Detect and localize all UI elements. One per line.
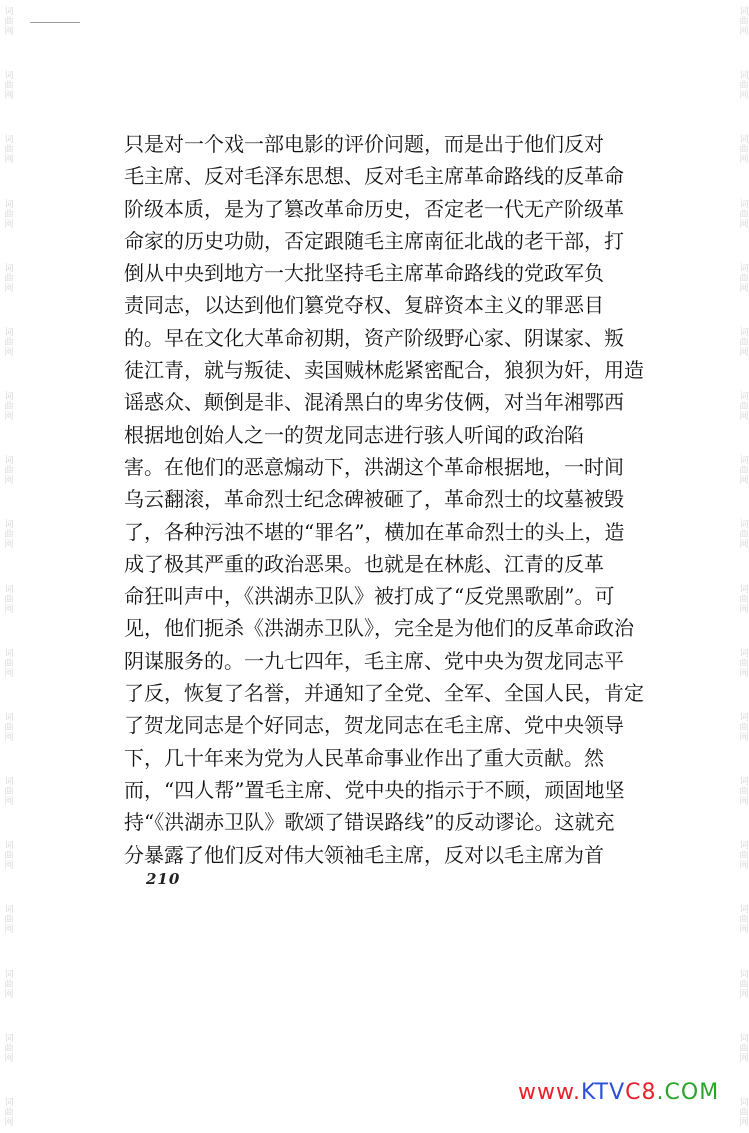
- logo-com: .COM: [656, 1080, 720, 1105]
- page-number: 210: [146, 870, 181, 888]
- watermark-mark: 词曲网: [737, 262, 748, 293]
- text-line: 毛主席、反对毛泽东思想、反对毛主席革命路线的反革命: [124, 164, 624, 189]
- text-line: 见，他们扼杀《洪湖赤卫队》，完全是为他们的反革命政治: [124, 616, 634, 641]
- watermark-mark: 词曲网: [737, 519, 748, 550]
- text-line: 阴谋服务的。一九七四年，毛主席、党中央为贺龙同志平: [124, 648, 624, 673]
- watermark-mark: 词曲网: [2, 391, 13, 422]
- watermark-mark: 词曲网: [2, 519, 13, 550]
- text-line: 分暴露了他们反对伟大领袖毛主席，反对以毛主席为首: [124, 842, 604, 867]
- watermark-mark: 词曲网: [737, 391, 748, 422]
- watermark-mark: 词曲网: [2, 455, 13, 486]
- watermark-mark: 词曲网: [2, 134, 13, 165]
- text-line: 根据地创始人之一的贺龙同志进行骇人听闻的政治陷: [124, 422, 584, 447]
- text-line: 倒从中央到地方一大批坚持毛主席革命路线的党政军负: [124, 261, 604, 286]
- watermark-mark: 词曲网: [737, 1096, 748, 1127]
- text-line: 徒江青，就与叛徒、卖国贼林彪紧密配合，狼狈为奸，用造: [124, 358, 644, 383]
- text-line: 了反，恢复了名誉，并通知了全党、全军、全国人民，肯定: [124, 681, 644, 706]
- text-line: 的。早在文化大革命初期，资产阶级野心家、阴谋家、叛: [124, 325, 624, 350]
- text-line: 害。在他们的恶意煽动下，洪湖这个革命根据地，一时间: [124, 454, 624, 479]
- watermark-mark: 词曲网: [2, 1032, 13, 1063]
- watermark-mark: 词曲网: [737, 455, 748, 486]
- watermark-mark: 词曲网: [2, 1096, 13, 1127]
- top-rule: [30, 22, 80, 23]
- watermark-mark: 词曲网: [737, 134, 748, 165]
- watermark-mark: 词曲网: [737, 968, 748, 999]
- text-line: 只是对一个戏一部电影的评价问题，而是出于他们反对: [124, 132, 604, 156]
- watermark-mark: 词曲网: [2, 711, 13, 742]
- right-watermark-strip: [735, 0, 749, 1133]
- watermark-mark: 词曲网: [737, 711, 748, 742]
- watermark-mark: 词曲网: [2, 647, 13, 678]
- logo-c8: C8: [625, 1080, 657, 1105]
- text-line: 成了极其严重的政治恶果。也就是在林彪、江青的反革: [124, 551, 604, 576]
- text-line: 乌云翻滚，革命烈士纪念碑被砸了，革命烈士的坟墓被毁: [124, 487, 624, 512]
- watermark-mark: 词曲网: [2, 326, 13, 357]
- watermark-mark: 词曲网: [737, 776, 748, 807]
- watermark-mark: 词曲网: [2, 262, 13, 293]
- watermark-mark: 词曲网: [737, 1032, 748, 1063]
- watermark-mark: 词曲网: [2, 6, 13, 36]
- watermark-mark: 词曲网: [737, 583, 748, 614]
- watermark-mark: 词曲网: [737, 198, 748, 229]
- watermark-mark: 词曲网: [737, 70, 748, 101]
- text-line: 而，“四人帮”置毛主席、党中央的指示于不顾，顽固地坚: [124, 777, 625, 802]
- text-line: 命狂叫声中，《洪湖赤卫队》被打成了“反党黑歌剧”。可: [124, 584, 615, 609]
- text-line: 了贺龙同志是个好同志，贺龙同志在毛主席、党中央领导: [124, 713, 624, 738]
- text-line: 责同志，以达到他们篡党夺权、复辟资本主义的罪恶目: [124, 293, 604, 318]
- watermark-mark: 词曲网: [737, 6, 748, 36]
- watermark-mark: 词曲网: [2, 583, 13, 614]
- logo-www: www.: [518, 1080, 581, 1105]
- text-line: 阶级本质，是为了篡改革命历史，否定老一代无产阶级革: [124, 196, 624, 221]
- logo-ktv: KTV: [580, 1080, 626, 1105]
- text-line: 了，各种污浊不堪的“罪名”，横加在革命烈士的头上，造: [124, 519, 625, 544]
- text-line: 命家的历史功勋，否定跟随毛主席南征北战的老干部，打: [124, 228, 624, 253]
- watermark-mark: 词曲网: [2, 776, 13, 807]
- site-logo[interactable]: [518, 1080, 719, 1105]
- watermark-mark: 词曲网: [2, 904, 13, 935]
- watermark-mark: 词曲网: [2, 198, 13, 229]
- watermark-mark: 词曲网: [737, 904, 748, 935]
- watermark-mark: 词曲网: [2, 968, 13, 999]
- text-line: 谣惑众、颠倒是非、混淆黑白的卑劣伎俩，对当年湘鄂西: [124, 390, 624, 415]
- watermark-mark: 词曲网: [737, 647, 748, 678]
- watermark-mark: 词曲网: [737, 326, 748, 357]
- watermark-mark: 词曲网: [2, 70, 13, 101]
- watermark-mark: 词曲网: [737, 840, 748, 871]
- body-text: [124, 128, 644, 871]
- text-line: 持“《洪湖赤卫队》歌颂了错误路线”的反动谬论。这就充: [124, 810, 615, 835]
- left-watermark-strip: [0, 0, 14, 1133]
- watermark-mark: 词曲网: [2, 840, 13, 871]
- text-line: 下，几十年来为党为人民革命事业作出了重大贡献。然: [124, 745, 604, 770]
